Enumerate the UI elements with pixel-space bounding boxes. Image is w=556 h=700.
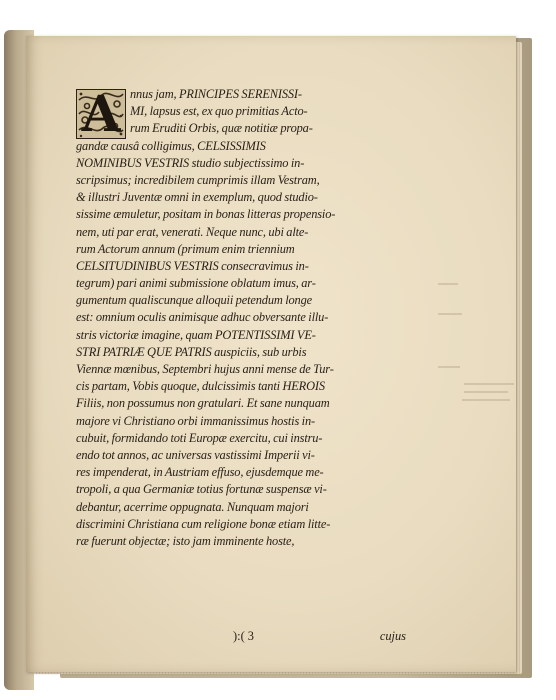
page-footer [76, 629, 406, 647]
text-line: scripsimus; incredibilem cumprimis illam Vestram, [76, 172, 320, 187]
text-line: NOMINIBUS VESTRIS studio subjectissimo in- [76, 155, 305, 170]
text-line: stris victoriæ imagine, quam POTENTISSIMI VE- [76, 327, 316, 342]
text-line: CELSITUDINIBUS VESTRIS consecravimus in- [76, 258, 309, 273]
text-line: Viennæ mœnibus, Septembri hujus anni mense de Tur- [76, 362, 334, 376]
text-line: nem, uti par erat, venerati. Neque nunc, ubi alte- [76, 224, 309, 239]
text-line: tropoli, a qua Germaniæ totius fortunæ suspensæ vi- [76, 482, 327, 497]
book-page [26, 36, 516, 672]
text-line: cubuit, formidando toti Europæ exercitu, cui instru- [76, 430, 323, 445]
text-line: gumentum qualiscunque alloquii petendum longe [76, 293, 312, 308]
text-line: nnus jam, PRINCIPES SERENISSI- [130, 87, 302, 101]
text-line: debantur, acerrime oppugnata. Nunquam majori [76, 499, 309, 514]
text-line: rum Actorum annum (primum enim triennium [76, 241, 295, 256]
text-line: & illustri Juventæ omni in exemplum, quod studio- [76, 190, 318, 205]
catchword: cujus [379, 629, 406, 643]
body-text [76, 86, 406, 550]
text-line: Filiis, non possumus non gratulari. Et sane nunquam [76, 396, 330, 411]
text-line: cis partam, Vobis quoque, dulcissimis tanti HEROIS [76, 379, 325, 394]
text-line: endo tot annos, ac universas vastissimi Imperii vi- [76, 447, 315, 462]
text-line: rum Eruditi Orbis, quæ notitiæ propa- [130, 121, 313, 136]
text-line: gandæ causâ colligimus, CELSISSIMIS [76, 138, 266, 153]
text-line: STRI PATRIÆ QUE PATRIS auspiciis, sub urbis [76, 344, 307, 359]
text-line: ræ fuerunt objectæ; isto jam imminente hoste, [76, 533, 295, 548]
text-line: res impenderat, in Austriam effuso, ejusdemque me- [76, 465, 324, 480]
text-line: tegrum) pari animi submissione oblatum imus, ar- [76, 276, 316, 291]
text-line: majore vi Christiano orbi immanissimus hostis in- [76, 413, 316, 428]
signature-mark: ):( 3 [233, 629, 254, 643]
initial-letter: A [81, 84, 121, 143]
text-line: est: omnium oculis animisque adhuc obversante illu- [76, 310, 329, 325]
text-line: MI, lapsus est, ex quo primitias Acto- [130, 104, 308, 119]
text-line: discrimini Christiana cum religione bonæ etiam litte- [76, 516, 331, 531]
text-line: sissime æmuletur, positam in bonas litteras propensio- [76, 207, 336, 222]
